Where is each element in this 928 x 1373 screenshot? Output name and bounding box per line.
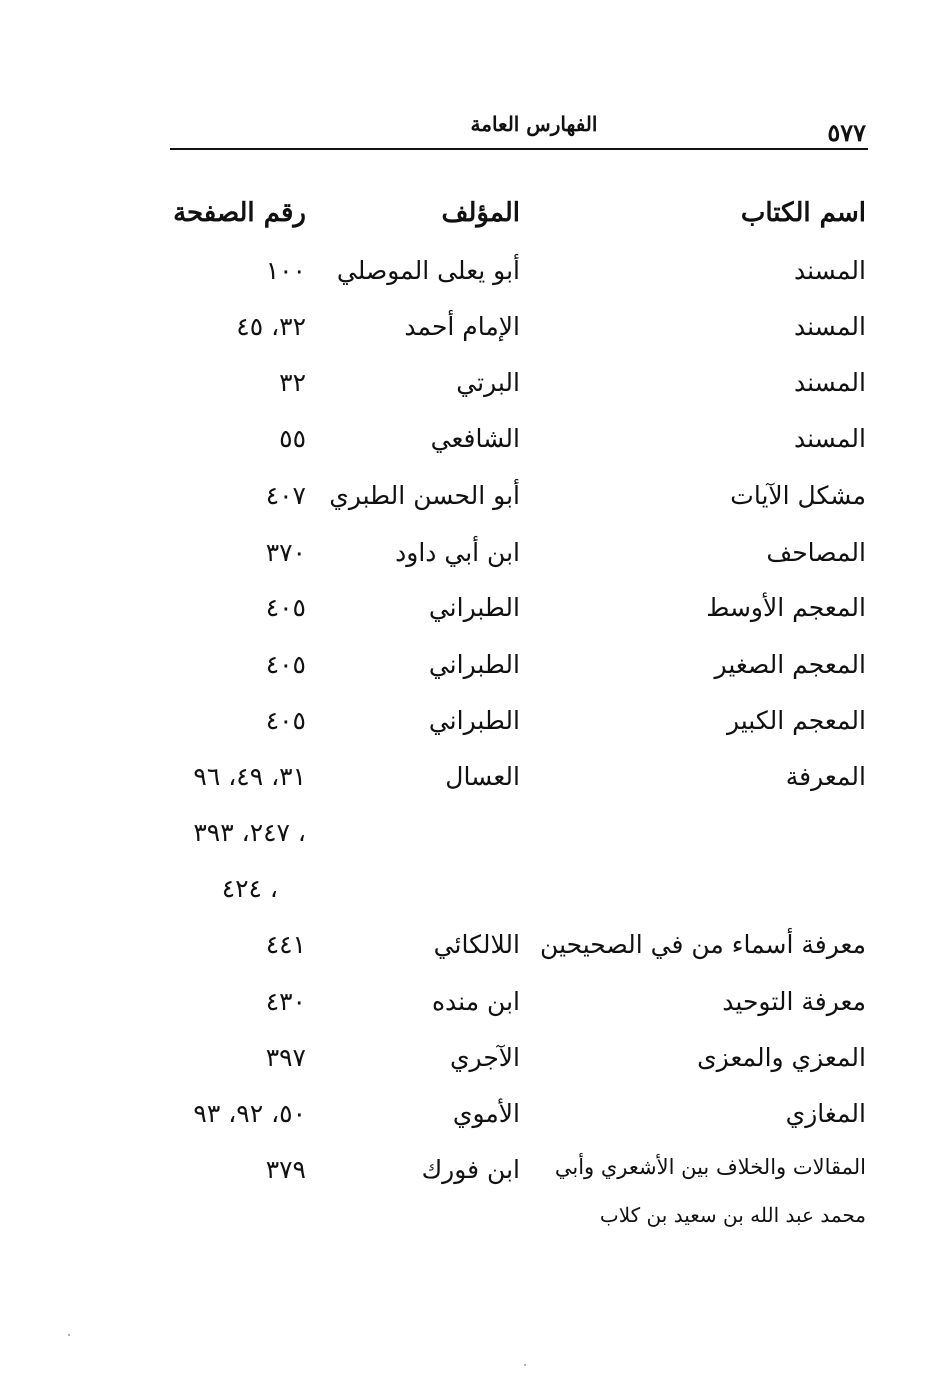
page-refs: ، ٢٤٧، ٣٩٣ [193,818,306,847]
column-header-page: رقم الصفحة [173,198,306,228]
book-title: مشكل الآيات [730,481,866,510]
author-name: الطبراني [428,650,520,679]
page-refs: ٥٠، ٩٢، ٩٣ [193,1099,306,1128]
book-title: معرفة أسماء من في الصحيحين [540,930,866,959]
author-name: البرتي [456,368,520,397]
page-refs: ٤٣٠ [265,987,306,1016]
table-row [0,312,928,362]
book-title: المصاحف [766,538,866,567]
table-row [0,256,928,306]
book-title: المقالات والخلاف بين الأشعري وأبي [554,1155,866,1179]
author-name: الآجري [449,1043,520,1072]
page-refs: ٤٠٧ [265,481,306,510]
author-name: الطبراني [428,593,520,622]
author-name: الإمام أحمد [404,312,520,341]
page-refs: ٣٢، ٤٥ [236,312,306,341]
page-refs: ٤٠٥ [265,706,306,735]
table-row-continuation [0,874,928,924]
table-row [0,706,928,756]
table-row [0,930,928,980]
table-row [0,1043,928,1093]
book-title: معرفة التوحيد [722,987,866,1016]
page-refs: ٤٠٥ [265,650,306,679]
page-refs: ٤٠٥ [265,593,306,622]
table-row [0,593,928,643]
author-name: اللالكائي [433,930,520,959]
page-refs: ٣٧٠ [265,538,306,567]
page-refs: ، ٤٢٤ [221,874,278,903]
book-title: المغازي [785,1099,866,1128]
author-name: ابن أبي داود [395,538,520,567]
table-row [0,1155,928,1255]
book-title: المسند [794,312,866,341]
scan-speck [68,1334,70,1336]
author-name: أبو يعلى الموصلي [336,256,520,285]
author-name: ابن فورك [421,1155,520,1184]
running-title: الفهارس العامة [470,112,598,136]
book-title: المسند [794,424,866,453]
scan-speck [524,1364,526,1366]
page-refs: ٣٧٩ [265,1155,306,1184]
book-title: المعجم الأوسط [706,593,866,622]
book-title: المعجم الصغير [714,650,866,679]
page-header [170,108,868,152]
page-number: ٥٧٧ [827,118,866,147]
author-name: الطبراني [428,706,520,735]
page-refs: ٣٢ [279,368,306,397]
page-refs: ١٠٠ [265,256,306,285]
book-title: المعرفة [785,762,866,791]
column-header-author: المؤلف [441,198,520,228]
table-row [0,538,928,588]
author-name: أبو الحسن الطبري [329,481,520,510]
header-rule [170,148,868,150]
table-row [0,481,928,531]
page-refs: ٥٥ [279,424,306,453]
book-title: المعجم الكبير [726,706,866,735]
table-row [0,368,928,418]
author-name: الأموي [452,1099,520,1128]
author-name: العسال [445,762,520,791]
table-row [0,650,928,700]
book-title: المسند [794,368,866,397]
author-name: ابن منده [431,987,520,1016]
column-header-book: اسم الكتاب [740,198,866,228]
page-refs: ٤٤١ [265,930,306,959]
table-row [0,987,928,1037]
book-title: المسند [794,256,866,285]
page-refs: ٣٩٧ [265,1043,306,1072]
table-row [0,762,928,812]
page-refs: ٣١، ٤٩، ٩٦ [193,762,306,791]
author-name: الشافعي [430,424,520,453]
book-title-line2: محمد عبد الله بن سعيد بن كلاب [599,1203,866,1227]
table-row-continuation [0,818,928,868]
table-row [0,1099,928,1149]
book-title: المعزي والمعزى [697,1043,866,1072]
table-row [0,424,928,474]
